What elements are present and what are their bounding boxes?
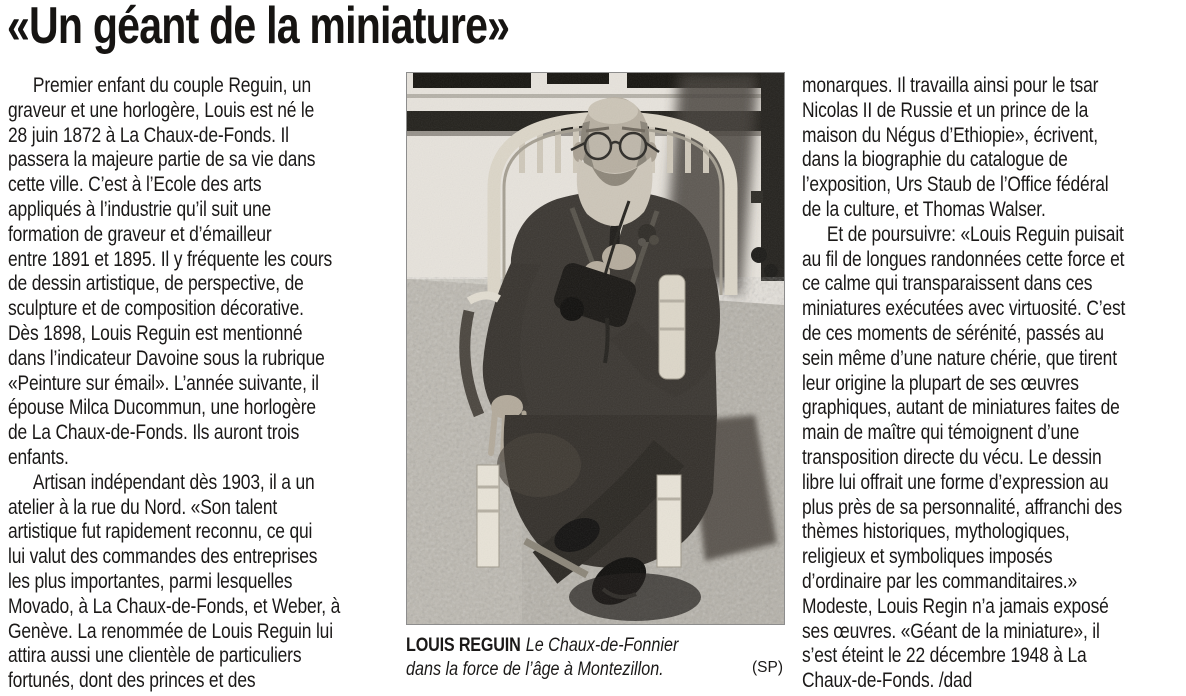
article-line: appliqués à l’industrie qu’il suit une [8,197,272,221]
article-headline: «Un géant de la miniature» [7,0,510,55]
article-line: graphiques, autant de miniatures faites de [802,396,1120,420]
caption-line-1 [406,634,728,658]
article-line: passera la majeure partie de sa vie dans [8,148,316,172]
article-line: sculpture et de composition décorative. [8,297,304,321]
article-line: épouse Milca Ducommun, une horlogère [8,396,316,420]
article-line: de La Chaux-de-Fonds. Ils auront trois [8,421,300,445]
article-line: Et de poursuivre: «Louis Reguin puisait [826,222,1124,246]
article-line: main de maître qui témoignent d’une [802,421,1080,445]
article-line: de la culture, et Thomas Walser. [802,197,1046,221]
article-line: thèmes historiques, mythologiques, [802,520,1070,544]
caption-subject-name: LOUIS REGUIN [406,635,521,656]
article-line: «Peinture sur émail». L’année suivante, il [8,371,319,395]
article-line: miniatures exécutées avec virtuosité. C’est [802,297,1126,321]
article-line: formation de graveur et d’émailleur [8,222,272,246]
article-line: Chaux-de-Fonds. /dad [802,669,973,693]
photo-figure [406,72,785,682]
article-line: cette ville. C’est à l’Ecole des arts [8,173,262,197]
caption-text-line2: dans la force de l’âge à Montezillon. [406,659,664,680]
article-column-left [8,74,400,694]
article-line: Dès 1898, Louis Reguin est mentionné [8,321,303,345]
article-line: au fil de longues randonnées cette force et [802,247,1125,271]
article-line: maison du Négus d’Ethiopie», écrivent, [802,123,1098,147]
photo-louis-reguin [406,72,785,625]
article-line: libre lui offrait une forme d’expression au [802,470,1109,494]
photo-caption [406,634,785,682]
article-line: enfants. [8,445,69,469]
article-line: atelier à la rue du Nord. «Son talent [8,495,278,519]
article-line: dans l’indicateur Davoine sous la rubrique [8,346,325,370]
photo-illustration [407,73,784,624]
article-line: religieux et symboliques imposés [802,545,1053,569]
photo-credit: (SP) [752,659,783,676]
article-line: de dessin artistique, de perspective, de [8,272,304,296]
article-line: Genève. La renommée de Louis Reguin lui [8,619,333,643]
article-line: dans la biographie du catalogue de [802,148,1068,172]
article-line: leur origine la plupart de ses œuvres [802,371,1079,395]
article-column-right [802,74,1186,694]
article-line: attira aussi une clientèle de particuliers [8,644,302,668]
article-line: transposition directe du vécu. Le dessin [802,445,1102,469]
article-line: s’est éteint le 22 décembre 1948 à La [802,644,1087,668]
article-line: plus près de sa personnalité, affranchi des [802,495,1123,519]
article-line: de ces moments de sérénité, passés au [802,321,1104,345]
article-line: entre 1891 et 1895. Il y fréquente les cours [8,247,333,271]
article-line: monarques. Il travailla ainsi pour le tsar [802,74,1099,97]
article-line: artistique fut rapidement reconnu, ce qui [8,520,313,544]
article-line: les plus importantes, parmi lesquelles [8,569,293,593]
article-line: sein même d’une nature chérie, que tirent [802,346,1117,370]
article-line: Premier enfant du couple Reguin, un [32,74,312,97]
article-line: Nicolas II de Russie et un prince de la [802,98,1089,122]
article-line: fortunés, dont des princes et des [8,669,256,693]
caption-text-line1: Le Chaux-de-Fonnier [525,635,679,656]
article-line: graveur et une horlogère, Louis est né le [8,98,315,122]
article-line: ce calme qui transparaissent dans ces [802,272,1093,296]
article-line: d’ordinaire par les commanditaires.» [802,569,1077,593]
article-line: 28 juin 1872 à La Chaux-de-Fonds. Il [8,123,289,147]
article-line: Movado, à La Chaux-de-Fonds, et Weber, à [8,594,341,618]
article-line: l’exposition, Urs Staub de l’Office fédéral [802,173,1109,197]
article-line: Artisan indépendant dès 1903, il a un [32,470,315,494]
article-line: Modeste, Louis Regin n’a jamais exposé [802,594,1109,618]
article-line: ses œuvres. «Géant de la miniature», il [802,619,1100,643]
photo-grain [407,73,784,624]
article-line: lui valut des commandes des entreprises [8,545,318,569]
